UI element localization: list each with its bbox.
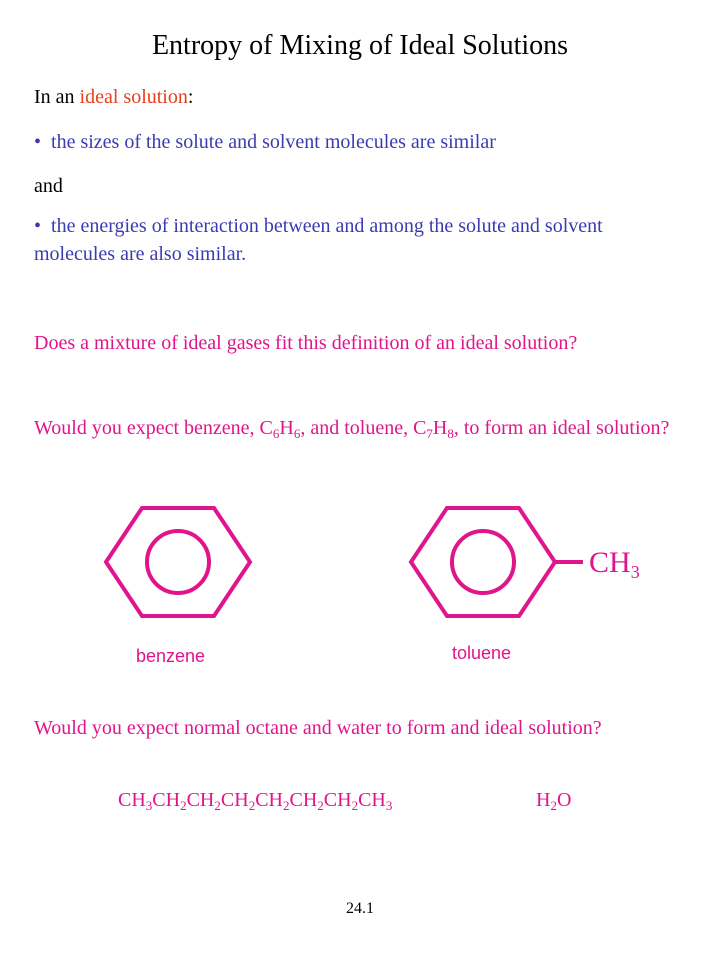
benzene-label: benzene	[136, 646, 206, 666]
octane-group: CH	[323, 789, 352, 811]
octane-sub: 2	[351, 798, 359, 813]
octane-group: CH	[186, 789, 215, 811]
page-title: Entropy of Mixing of Ideal Solutions	[151, 30, 569, 61]
q2-sub-2: 6	[293, 426, 301, 441]
q2-text-3: , and toluene, C	[300, 417, 427, 439]
connector-and: and	[34, 175, 63, 197]
octane-group: CH	[152, 789, 181, 811]
octane-group: CH	[118, 789, 146, 811]
q2-text-2: H	[279, 417, 294, 439]
benzene-structure-icon	[106, 508, 250, 616]
methyl-group-label	[589, 546, 640, 580]
bullet-icon: •	[34, 215, 42, 237]
bullet-text-energies: the energies of interaction between and among the solute and solvent molecules are also similar.	[34, 215, 603, 265]
page-number: 24.1	[346, 900, 374, 917]
octane-group: CH	[220, 789, 249, 811]
toluene-label: toluene	[452, 643, 512, 663]
octane-group: CH	[358, 789, 386, 811]
octane-sub: 2	[282, 798, 290, 813]
water-formula	[536, 789, 571, 812]
octane-group: CH	[289, 789, 318, 811]
methyl-main: CH	[589, 546, 631, 579]
octane-sub: 3	[145, 798, 153, 813]
octane-sub: 3	[385, 798, 393, 813]
question-ideal-gases: Does a mixture of ideal gases fit this definition of an ideal solution?	[34, 332, 578, 354]
octane-group: CH	[255, 789, 283, 811]
octane-sub: 2	[248, 798, 256, 813]
q2-text-4: H	[432, 417, 448, 439]
octane-formula	[118, 789, 392, 812]
octane-sub: 2	[317, 798, 324, 813]
bullet-icon: •	[34, 131, 42, 153]
toluene-structure-icon	[411, 508, 583, 616]
octane-sub: 2	[180, 798, 187, 813]
methyl-sub: 3	[630, 562, 640, 582]
q2-sub-4: 8	[447, 426, 454, 441]
q2-text-1: Would you expect benzene, C	[34, 417, 273, 439]
q2-sub-1: 6	[272, 426, 280, 441]
water-h: H	[536, 789, 551, 811]
bullet-text-sizes: the sizes of the solute and solvent molecules are similar	[51, 131, 496, 153]
question-octane-water: Would you expect normal octane and water to form and ideal solution?	[34, 717, 602, 739]
intro-suffix: :	[187, 86, 194, 108]
water-o: O	[556, 789, 572, 811]
q2-sub-3: 7	[426, 426, 433, 441]
intro-prefix: In an	[34, 86, 80, 108]
octane-sub: 2	[214, 798, 221, 813]
ideal-solution-term: ideal solution	[79, 86, 188, 108]
q2-text-5: , to form an ideal solution?	[453, 417, 670, 439]
water-sub: 2	[550, 798, 557, 813]
